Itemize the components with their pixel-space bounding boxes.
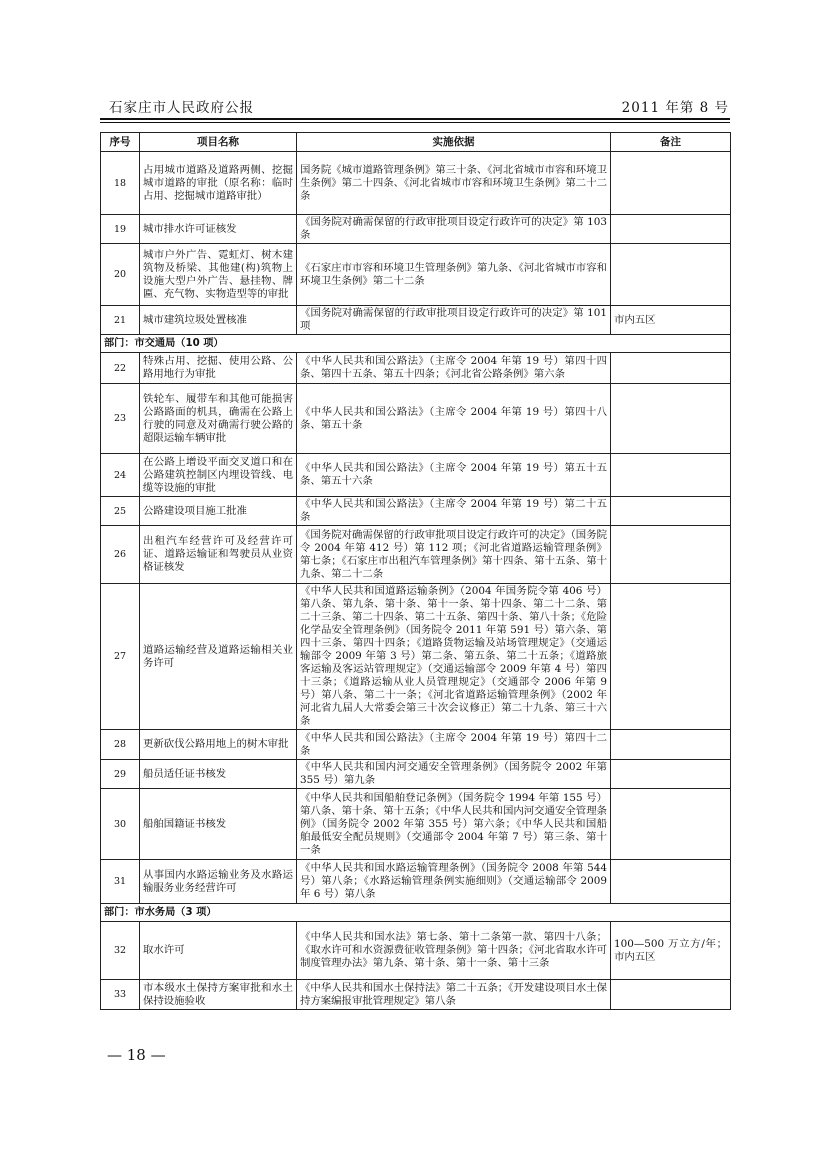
item-name: 城市排水许可证核发 xyxy=(140,215,297,244)
department-label: 部门：市交通局（10 项） xyxy=(101,335,731,353)
item-name: 占用城市道路及道路两侧、挖掘城市道路的审批（原名称：临时占用、挖掘城市道路审批） xyxy=(140,152,297,215)
table-row xyxy=(101,454,731,497)
table-row xyxy=(101,526,731,584)
table-row xyxy=(101,353,731,384)
item-number: 29 xyxy=(101,760,140,789)
table-row xyxy=(101,497,731,526)
header-rule-thick xyxy=(100,118,730,120)
implementation-basis: 《中华人民共和国道路运输条例》（2004 年国务院令第 406 号）第八条、第九条、第十条、第十一条、第十四条、第二十二条、第二十三条、第二十四条、第二十五条、第四十条、第八十条；《危险化学品安全管理条例》（国务院令 2011 年第 591 号）第六条、第四十三条、第四十四条；《道路货物运输及站场管理规定》（交通运输部令 2009 年第 3 号）第二条、第五条、第二十五条；《道路旅客运输及客运站管理规定》（交通运输部令 2009 年第 4 号）第四十三条；《道路运输从业人员管理规定》（交通部令 2006 年第 9 号）第八条、第二十一条；《河北省道路运输管理条例》（2002 年河北省九届人大常委会第三十次会议修正）第二十九条、第三十六条 xyxy=(297,584,611,730)
table-row xyxy=(101,730,731,760)
table-row xyxy=(101,152,731,215)
item-note xyxy=(611,760,731,789)
item-number: 25 xyxy=(101,497,140,526)
item-number: 26 xyxy=(101,526,140,584)
item-note xyxy=(611,497,731,526)
item-note xyxy=(611,152,731,215)
item-note xyxy=(611,454,731,497)
item-note xyxy=(611,384,731,454)
column-header-name: 项目名称 xyxy=(140,133,297,152)
page-header xyxy=(109,96,729,118)
page-number: — 18 — xyxy=(107,1046,166,1064)
item-number: 24 xyxy=(101,454,140,497)
implementation-basis: 《石家庄市市容和环境卫生管理条例》第九条、《河北省城市市容和环境卫生条例》第二十二条 xyxy=(297,244,611,306)
implementation-basis: 《国务院对确需保留的行政审批项目设定行政许可的决定》第 103 条 xyxy=(297,215,611,244)
item-note: 市内五区 xyxy=(611,306,731,335)
item-number: 31 xyxy=(101,860,140,904)
item-name: 在公路上增设平面交叉道口和在公路建筑控制区内埋设管线、电缆等设施的审批 xyxy=(140,454,297,497)
item-note xyxy=(611,526,731,584)
item-number: 19 xyxy=(101,215,140,244)
table-row xyxy=(101,980,731,1010)
table-row xyxy=(101,760,731,789)
department-row xyxy=(101,335,731,353)
item-name: 出租汽车经营许可及经营许可证、道路运输证和驾驶员从业资格证核发 xyxy=(140,526,297,584)
table-header-row xyxy=(101,133,731,152)
department-label: 部门：市水务局（3 项） xyxy=(101,904,731,922)
item-name: 公路建设项目施工批准 xyxy=(140,497,297,526)
column-header-no: 序号 xyxy=(101,133,140,152)
item-note xyxy=(611,860,731,904)
implementation-basis: 《中华人民共和国公路法》（主席令 2004 年第 19 号）第五十五条、第五十六条 xyxy=(297,454,611,497)
implementation-basis: 《中华人民共和国船舶登记条例》（国务院令 1994 年第 155 号）第八条、第十条、第十五条；《中华人民共和国内河交通安全管理条例》（国务院令 2002 年第 355 号）第六条；《中华人民共和国船舶最低安全配员规则》（交通部令 2004 年第 7 号）第三条、第十一条 xyxy=(297,789,611,860)
implementation-basis: 《国务院对确需保留的行政审批项目设定行政许可的决定》（国务院令 2004 年第 412 号）第 112 项；《河北省道路运输管理条例》第七条；《石家庄市出租汽车管理条例》第十四条、第十五条、第十九条、第二十二条 xyxy=(297,526,611,584)
item-note xyxy=(611,244,731,306)
item-number: 30 xyxy=(101,789,140,860)
item-note xyxy=(611,789,731,860)
item-name: 道路运输经营及道路运输相关业务许可 xyxy=(140,584,297,730)
item-name: 更新砍伐公路用地上的树木审批 xyxy=(140,730,297,760)
item-name: 从事国内水路运输业务及水路运输服务业务经营许可 xyxy=(140,860,297,904)
item-number: 18 xyxy=(101,152,140,215)
gazette-title: 石家庄市人民政府公报 xyxy=(109,100,254,116)
item-note xyxy=(611,584,731,730)
table-body xyxy=(101,152,731,1010)
item-number: 21 xyxy=(101,306,140,335)
item-name: 市本级水土保持方案审批和水土保持设施验收 xyxy=(140,980,297,1010)
implementation-basis: 《中华人民共和国内河交通安全管理条例》（国务院令 2002 年第 355 号）第九条 xyxy=(297,760,611,789)
item-note xyxy=(611,353,731,384)
item-name: 铁轮车、履带车和其他可能损害公路路面的机具，确需在公路上行驶的同意及对确需行驶公路的超限运输车辆审批 xyxy=(140,384,297,454)
item-note xyxy=(611,980,731,1010)
table-row xyxy=(101,860,731,904)
item-number: 32 xyxy=(101,922,140,980)
issue-number: 2011 年第 8 号 xyxy=(621,100,729,116)
item-name: 船员适任证书核发 xyxy=(140,760,297,789)
table-row xyxy=(101,584,731,730)
table-row xyxy=(101,215,731,244)
approval-items-table xyxy=(100,132,731,1010)
implementation-basis: 《中华人民共和国公路法》（主席令 2004 年第 19 号）第四十八条、第五十条 xyxy=(297,384,611,454)
item-name: 取水许可 xyxy=(140,922,297,980)
item-name: 城市户外广告、霓虹灯、树木建筑物及桥梁、其他建(构)筑物上设施大型户外广告、悬挂物、牌匾、充气物、实物造型等的审批 xyxy=(140,244,297,306)
implementation-basis: 《中华人民共和国水路运输管理条例》（国务院令 2008 年第 544 号）第八条；《水路运输管理条例实施细则》（交通运输部令 2009 年 6 号）第八条 xyxy=(297,860,611,904)
implementation-basis: 《中华人民共和国公路法》（主席令 2004 年第 19 号）第四十四条、第四十五条、第五十四条；《河北省公路条例》第六条 xyxy=(297,353,611,384)
table-row xyxy=(101,384,731,454)
header-rule-thin xyxy=(100,122,730,123)
item-number: 27 xyxy=(101,584,140,730)
table-row xyxy=(101,922,731,980)
item-note xyxy=(611,730,731,760)
table-row xyxy=(101,789,731,860)
column-header-basis: 实施依据 xyxy=(297,133,611,152)
item-number: 33 xyxy=(101,980,140,1010)
item-note: 100—500 万立方/年；市内五区 xyxy=(611,922,731,980)
implementation-basis: 国务院《城市道路管理条例》第三十条、《河北省城市市容和环境卫生条例》第二十四条、《河北省城市市容和环境卫生条例》第二十二条 xyxy=(297,152,611,215)
implementation-basis: 《中华人民共和国公路法》（主席令 2004 年第 19 号）第四十二条 xyxy=(297,730,611,760)
item-number: 20 xyxy=(101,244,140,306)
item-name: 特殊占用、挖掘、使用公路、公路用地行为审批 xyxy=(140,353,297,384)
item-name: 城市建筑垃圾处置核准 xyxy=(140,306,297,335)
item-name: 船舶国籍证书核发 xyxy=(140,789,297,860)
implementation-basis: 《中华人民共和国公路法》（主席令 2004 年第 19 号）第二十五条 xyxy=(297,497,611,526)
implementation-basis: 《中华人民共和国水土保持法》第二十五条；《开发建设项目水土保持方案编报审批管理规定》第八条 xyxy=(297,980,611,1010)
department-row xyxy=(101,904,731,922)
implementation-basis: 《国务院对确需保留的行政审批项目设定行政许可的决定》第 101 项 xyxy=(297,306,611,335)
item-number: 23 xyxy=(101,384,140,454)
column-header-note: 备注 xyxy=(611,133,731,152)
item-number: 28 xyxy=(101,730,140,760)
item-number: 22 xyxy=(101,353,140,384)
implementation-basis: 《中华人民共和国水法》第七条、第十二条第一款、第四十八条；《取水许可和水资源费征收管理条例》第十四条；《河北省取水许可制度管理办法》第九条、第十条、第十一条、第十三条 xyxy=(297,922,611,980)
table-row xyxy=(101,244,731,306)
table-row xyxy=(101,306,731,335)
item-note xyxy=(611,215,731,244)
